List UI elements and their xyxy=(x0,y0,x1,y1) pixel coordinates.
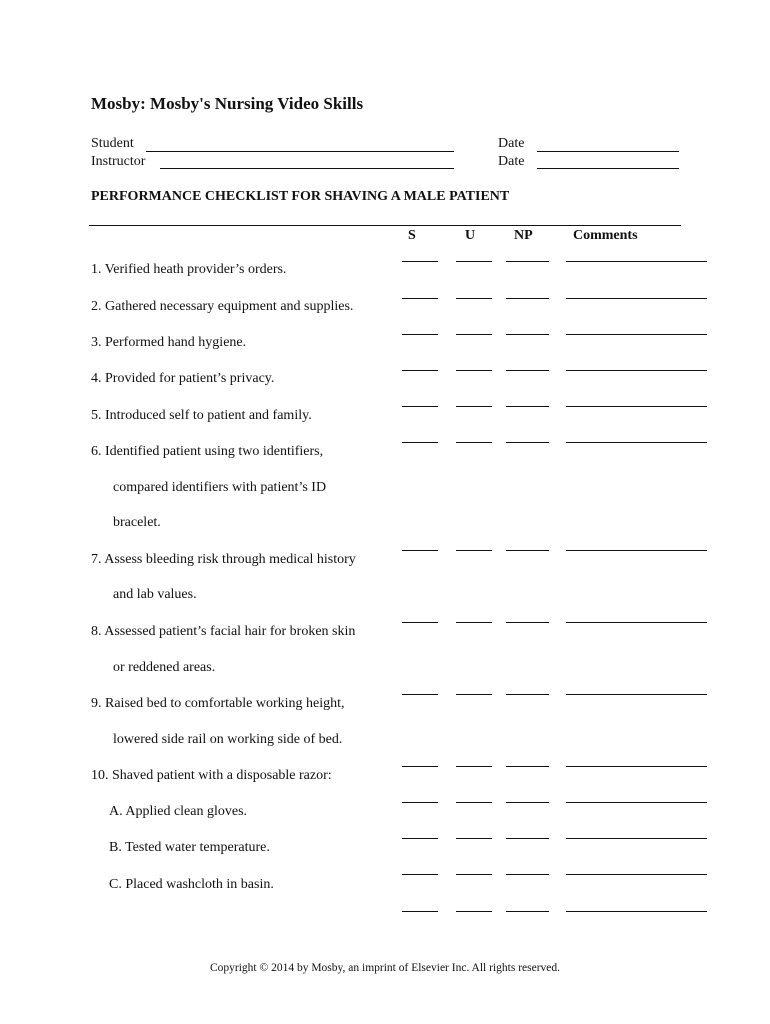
s-answer-line[interactable] xyxy=(402,911,438,912)
np-answer-line[interactable] xyxy=(506,874,549,875)
comments-answer-line[interactable] xyxy=(566,874,707,875)
np-answer-line[interactable] xyxy=(506,766,549,767)
comments-answer-line[interactable] xyxy=(566,298,707,299)
checklist-subitem: A. Applied clean gloves. xyxy=(109,804,248,819)
date-label-1: Date xyxy=(498,136,525,151)
s-answer-line[interactable] xyxy=(402,622,438,623)
instructor-label: Instructor xyxy=(91,154,146,169)
instructor-date-field[interactable] xyxy=(537,168,679,169)
s-answer-line[interactable] xyxy=(402,406,438,407)
column-header-np: NP xyxy=(514,228,533,243)
checklist-subitem: B. Tested water temperature. xyxy=(109,840,270,855)
student-date-field[interactable] xyxy=(537,151,679,152)
u-answer-line[interactable] xyxy=(456,694,492,695)
comments-answer-line[interactable] xyxy=(566,838,707,839)
np-answer-line[interactable] xyxy=(506,694,549,695)
u-answer-line[interactable] xyxy=(456,298,492,299)
np-answer-line[interactable] xyxy=(506,802,549,803)
s-answer-line[interactable] xyxy=(402,694,438,695)
np-answer-line[interactable] xyxy=(506,622,549,623)
u-answer-line[interactable] xyxy=(456,406,492,407)
comments-answer-line[interactable] xyxy=(566,694,707,695)
checklist-item: 7. Assess bleeding risk through medical history xyxy=(91,552,356,567)
u-answer-line[interactable] xyxy=(456,334,492,335)
checklist-item-continued: compared identifiers with patient’s ID xyxy=(113,480,327,495)
u-answer-line[interactable] xyxy=(456,838,492,839)
s-answer-line[interactable] xyxy=(402,802,438,803)
checklist-item-continued: or reddened areas. xyxy=(113,660,216,675)
np-answer-line[interactable] xyxy=(506,370,549,371)
s-answer-line[interactable] xyxy=(402,838,438,839)
u-answer-line[interactable] xyxy=(456,261,492,262)
np-answer-line[interactable] xyxy=(506,406,549,407)
comments-answer-line[interactable] xyxy=(566,406,707,407)
document-title: Mosby: Mosby's Nursing Video Skills xyxy=(91,94,364,113)
checklist-item: 4. Provided for patient’s privacy. xyxy=(91,371,275,386)
comments-answer-line[interactable] xyxy=(566,622,707,623)
student-label: Student xyxy=(91,136,134,151)
np-answer-line[interactable] xyxy=(506,261,549,262)
header-rule xyxy=(89,225,681,226)
np-answer-line[interactable] xyxy=(506,442,549,443)
column-header-s: S xyxy=(408,228,416,243)
checklist-item: 5. Introduced self to patient and family. xyxy=(91,408,312,423)
checklist-title: PERFORMANCE CHECKLIST FOR SHAVING A MALE PATIENT xyxy=(91,189,510,204)
checklist-item-continued: bracelet. xyxy=(113,515,161,530)
comments-answer-line[interactable] xyxy=(566,370,707,371)
s-answer-line[interactable] xyxy=(402,261,438,262)
comments-answer-line[interactable] xyxy=(566,334,707,335)
checklist-subitem: C. Placed washcloth in basin. xyxy=(109,877,274,892)
np-answer-line[interactable] xyxy=(506,550,549,551)
checklist-item-continued: and lab values. xyxy=(113,587,197,602)
np-answer-line[interactable] xyxy=(506,298,549,299)
u-answer-line[interactable] xyxy=(456,874,492,875)
comments-answer-line[interactable] xyxy=(566,911,707,912)
s-answer-line[interactable] xyxy=(402,370,438,371)
copyright-footer: Copyright © 2014 by Mosby, an imprint of Elsevier Inc. All rights reserved. xyxy=(209,962,561,974)
s-answer-line[interactable] xyxy=(402,874,438,875)
checklist-item: 6. Identified patient using two identifiers, xyxy=(91,444,324,459)
checklist-item: 3. Performed hand hygiene. xyxy=(91,335,247,350)
column-header-comments: Comments xyxy=(573,228,638,243)
checklist-item: 1. Verified heath provider’s orders. xyxy=(91,262,287,277)
u-answer-line[interactable] xyxy=(456,766,492,767)
u-answer-line[interactable] xyxy=(456,442,492,443)
column-header-u: U xyxy=(465,228,476,243)
np-answer-line[interactable] xyxy=(506,334,549,335)
student-field[interactable] xyxy=(146,151,454,152)
s-answer-line[interactable] xyxy=(402,550,438,551)
checklist-item: 9. Raised bed to comfortable working height, xyxy=(91,696,345,711)
date-label-2: Date xyxy=(498,154,525,169)
comments-answer-line[interactable] xyxy=(566,550,707,551)
comments-answer-line[interactable] xyxy=(566,802,707,803)
u-answer-line[interactable] xyxy=(456,622,492,623)
comments-answer-line[interactable] xyxy=(566,766,707,767)
u-answer-line[interactable] xyxy=(456,370,492,371)
checklist-item: 2. Gathered necessary equipment and supplies. xyxy=(91,299,354,314)
comments-answer-line[interactable] xyxy=(566,261,707,262)
checklist-item: 8. Assessed patient’s facial hair for broken skin xyxy=(91,624,356,639)
u-answer-line[interactable] xyxy=(456,550,492,551)
u-answer-line[interactable] xyxy=(456,911,492,912)
np-answer-line[interactable] xyxy=(506,838,549,839)
s-answer-line[interactable] xyxy=(402,334,438,335)
comments-answer-line[interactable] xyxy=(566,442,707,443)
s-answer-line[interactable] xyxy=(402,298,438,299)
np-answer-line[interactable] xyxy=(506,911,549,912)
instructor-field[interactable] xyxy=(160,168,454,169)
s-answer-line[interactable] xyxy=(402,442,438,443)
checklist-item-continued: lowered side rail on working side of bed. xyxy=(113,732,343,747)
s-answer-line[interactable] xyxy=(402,766,438,767)
checklist-item: 10. Shaved patient with a disposable razor: xyxy=(91,768,332,783)
u-answer-line[interactable] xyxy=(456,802,492,803)
